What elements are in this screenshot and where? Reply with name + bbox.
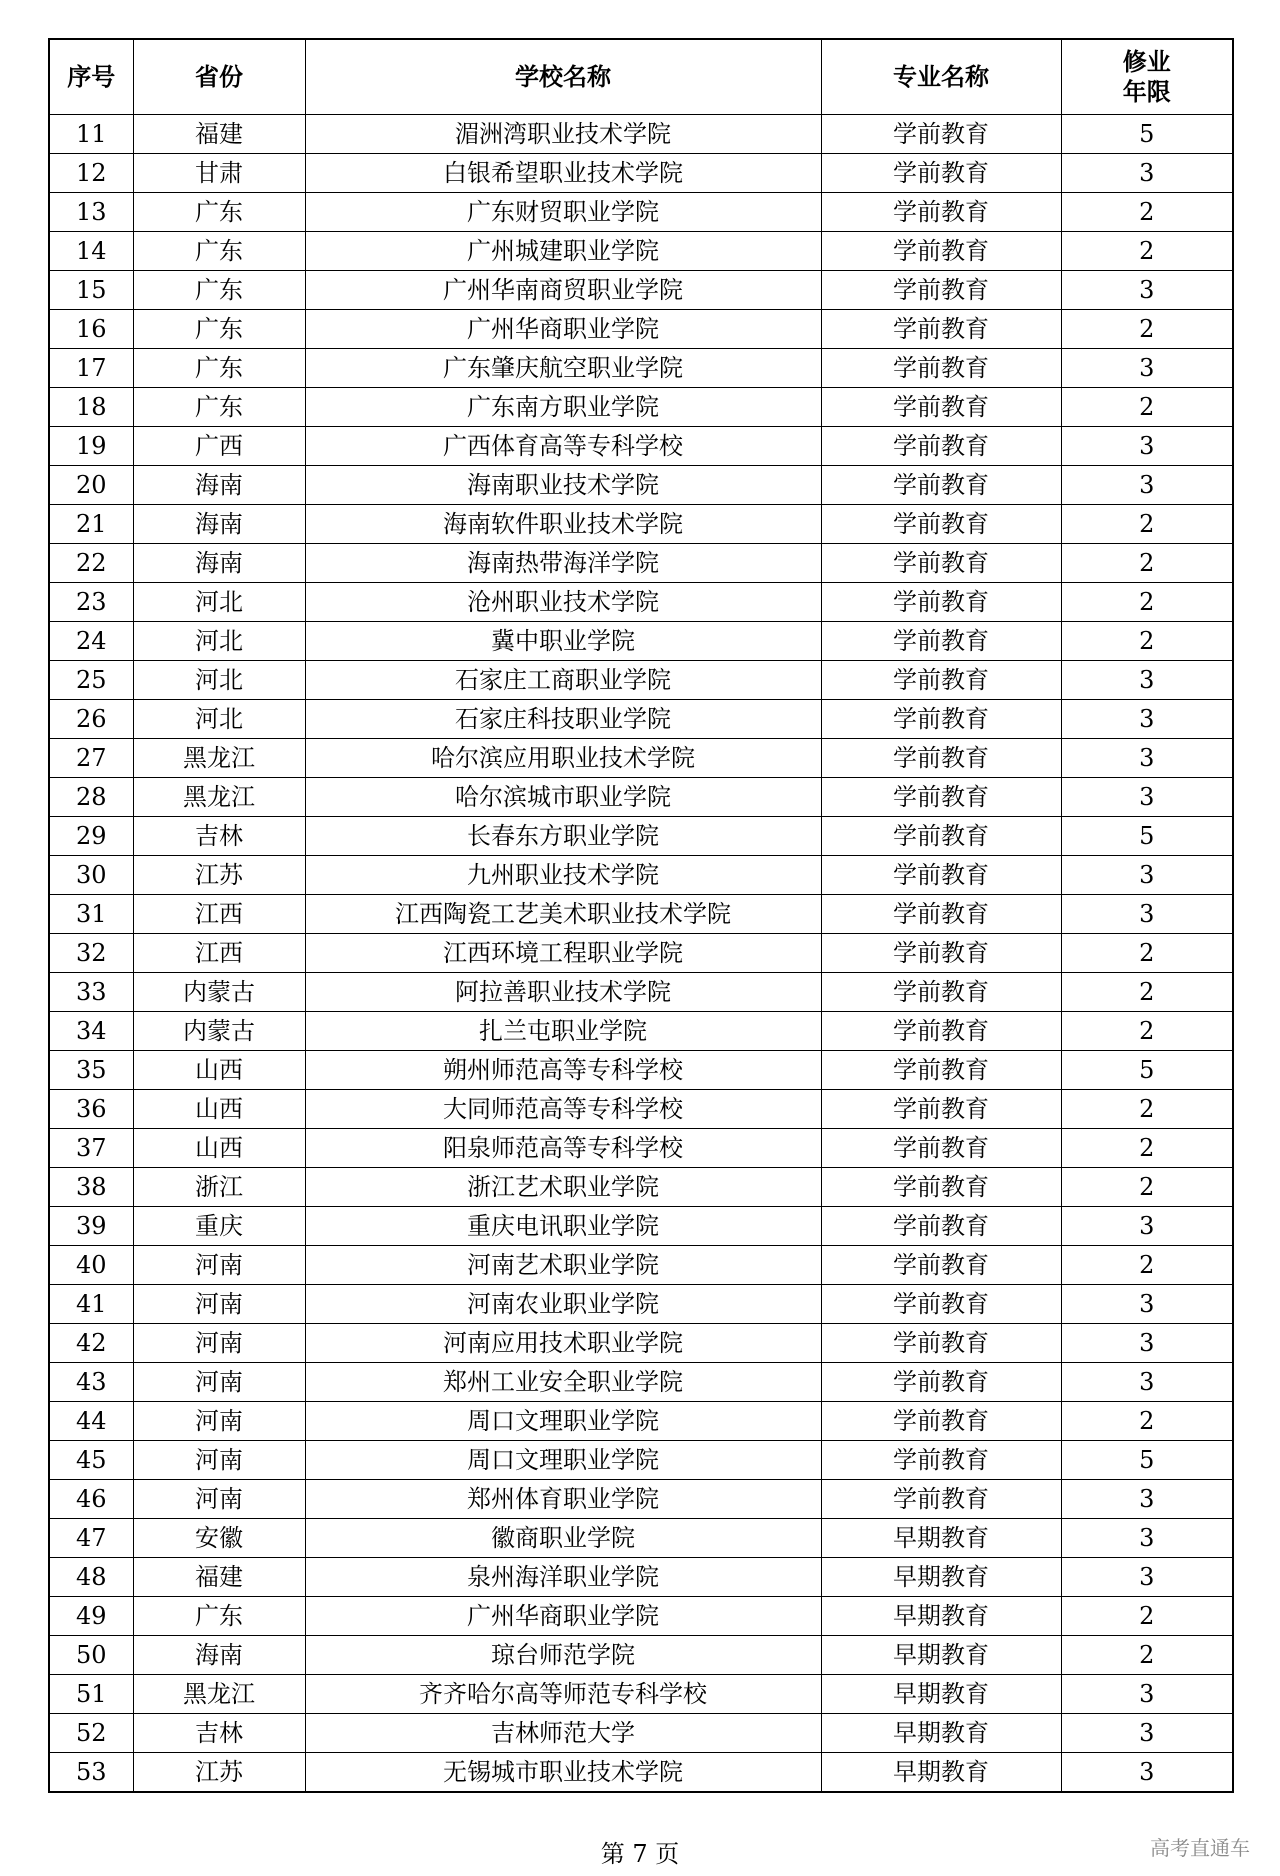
table-row: [49, 427, 1233, 466]
cell-school: 白银希望职业技术学院: [305, 154, 821, 193]
cell-years: 2: [1061, 1402, 1233, 1441]
cell-index: 40: [49, 1246, 133, 1285]
cell-province: 广东: [133, 388, 305, 427]
table-row: [49, 661, 1233, 700]
cell-major: 早期教育: [821, 1519, 1061, 1558]
cell-index: 21: [49, 505, 133, 544]
cell-years: 3: [1061, 661, 1233, 700]
watermark-text: 高考直通车: [1150, 1836, 1250, 1860]
cell-major: 学前教育: [821, 1441, 1061, 1480]
cell-school: 湄洲湾职业技术学院: [305, 115, 821, 154]
cell-school: 无锡城市职业技术学院: [305, 1753, 821, 1793]
cell-school: 齐齐哈尔高等师范专科学校: [305, 1675, 821, 1714]
cell-major: 学前教育: [821, 934, 1061, 973]
cell-major: 学前教育: [821, 1480, 1061, 1519]
header-major: 专业名称: [821, 39, 1061, 115]
page-number: 第 7 页: [600, 1840, 680, 1868]
cell-major: 学前教育: [821, 1207, 1061, 1246]
table-row: [49, 505, 1233, 544]
cell-index: 32: [49, 934, 133, 973]
cell-major: 学前教育: [821, 1090, 1061, 1129]
cell-years: 2: [1061, 1129, 1233, 1168]
cell-years: 2: [1061, 1597, 1233, 1636]
cell-index: 12: [49, 154, 133, 193]
table-row: [49, 856, 1233, 895]
header-index: 序号: [49, 39, 133, 115]
table-row: [49, 544, 1233, 583]
cell-major: 早期教育: [821, 1597, 1061, 1636]
cell-school: 泉州海洋职业学院: [305, 1558, 821, 1597]
cell-major: 学前教育: [821, 1324, 1061, 1363]
cell-years: 2: [1061, 232, 1233, 271]
cell-index: 11: [49, 115, 133, 154]
cell-major: 学前教育: [821, 583, 1061, 622]
cell-province: 河南: [133, 1441, 305, 1480]
cell-province: 福建: [133, 115, 305, 154]
cell-major: 早期教育: [821, 1753, 1061, 1793]
table-row: [49, 622, 1233, 661]
cell-province: 广东: [133, 271, 305, 310]
table-row: [49, 1324, 1233, 1363]
cell-index: 49: [49, 1597, 133, 1636]
cell-index: 37: [49, 1129, 133, 1168]
cell-province: 广东: [133, 1597, 305, 1636]
cell-major: 学前教育: [821, 973, 1061, 1012]
header-years-line2: 年限: [1122, 78, 1171, 106]
cell-province: 山西: [133, 1051, 305, 1090]
table-row: [49, 1753, 1233, 1793]
table-row: [49, 1558, 1233, 1597]
cell-years: 2: [1061, 1012, 1233, 1051]
cell-school: 浙江艺术职业学院: [305, 1168, 821, 1207]
cell-index: 30: [49, 856, 133, 895]
table-row: [49, 895, 1233, 934]
cell-years: 5: [1061, 115, 1233, 154]
cell-major: 早期教育: [821, 1636, 1061, 1675]
cell-school: 九州职业技术学院: [305, 856, 821, 895]
cell-major: 学前教育: [821, 271, 1061, 310]
table-row: [49, 1441, 1233, 1480]
cell-years: 2: [1061, 934, 1233, 973]
table-row: [49, 349, 1233, 388]
cell-years: 2: [1061, 310, 1233, 349]
cell-school: 周口文理职业学院: [305, 1402, 821, 1441]
cell-province: 河南: [133, 1324, 305, 1363]
cell-major: 学前教育: [821, 427, 1061, 466]
cell-index: 23: [49, 583, 133, 622]
cell-index: 29: [49, 817, 133, 856]
cell-major: 学前教育: [821, 154, 1061, 193]
cell-province: 广西: [133, 427, 305, 466]
cell-province: 河南: [133, 1402, 305, 1441]
cell-index: 38: [49, 1168, 133, 1207]
table-row: [49, 1480, 1233, 1519]
cell-major: 学前教育: [821, 1363, 1061, 1402]
cell-school: 广州城建职业学院: [305, 232, 821, 271]
table-row: [49, 817, 1233, 856]
cell-years: 2: [1061, 544, 1233, 583]
cell-province: 重庆: [133, 1207, 305, 1246]
cell-province: 甘肃: [133, 154, 305, 193]
cell-major: 学前教育: [821, 1129, 1061, 1168]
cell-school: 周口文理职业学院: [305, 1441, 821, 1480]
table-row: [49, 388, 1233, 427]
table-row: [49, 1168, 1233, 1207]
cell-province: 海南: [133, 466, 305, 505]
table-row: [49, 583, 1233, 622]
header-province: 省份: [133, 39, 305, 115]
cell-school: 扎兰屯职业学院: [305, 1012, 821, 1051]
cell-school: 广州华商职业学院: [305, 310, 821, 349]
cell-province: 江苏: [133, 1753, 305, 1793]
table-row: [49, 934, 1233, 973]
cell-school: 大同师范高等专科学校: [305, 1090, 821, 1129]
cell-index: 20: [49, 466, 133, 505]
cell-major: 早期教育: [821, 1714, 1061, 1753]
cell-school: 沧州职业技术学院: [305, 583, 821, 622]
cell-years: 3: [1061, 1285, 1233, 1324]
cell-school: 广东南方职业学院: [305, 388, 821, 427]
cell-index: 33: [49, 973, 133, 1012]
table-header-row: [49, 39, 1233, 115]
cell-index: 24: [49, 622, 133, 661]
cell-province: 吉林: [133, 817, 305, 856]
cell-years: 2: [1061, 1636, 1233, 1675]
cell-years: 2: [1061, 1090, 1233, 1129]
cell-school: 阿拉善职业技术学院: [305, 973, 821, 1012]
cell-school: 石家庄科技职业学院: [305, 700, 821, 739]
table-row: [49, 700, 1233, 739]
cell-years: 3: [1061, 895, 1233, 934]
cell-school: 海南软件职业技术学院: [305, 505, 821, 544]
cell-major: 学前教育: [821, 817, 1061, 856]
cell-province: 山西: [133, 1129, 305, 1168]
cell-years: 2: [1061, 973, 1233, 1012]
table-row: [49, 739, 1233, 778]
cell-index: 16: [49, 310, 133, 349]
cell-school: 海南热带海洋学院: [305, 544, 821, 583]
cell-major: 学前教育: [821, 622, 1061, 661]
cell-index: 14: [49, 232, 133, 271]
cell-school: 朔州师范高等专科学校: [305, 1051, 821, 1090]
cell-major: 学前教育: [821, 193, 1061, 232]
table-body: [49, 115, 1233, 1793]
cell-index: 51: [49, 1675, 133, 1714]
cell-province: 广东: [133, 310, 305, 349]
cell-index: 39: [49, 1207, 133, 1246]
table-row: [49, 1597, 1233, 1636]
cell-school: 吉林师范大学: [305, 1714, 821, 1753]
cell-province: 内蒙古: [133, 1012, 305, 1051]
cell-province: 河北: [133, 622, 305, 661]
cell-school: 海南职业技术学院: [305, 466, 821, 505]
header-years-line1: 修业: [1122, 48, 1171, 76]
cell-major: 学前教育: [821, 1012, 1061, 1051]
cell-school: 长春东方职业学院: [305, 817, 821, 856]
cell-province: 海南: [133, 1636, 305, 1675]
cell-years: 3: [1061, 1363, 1233, 1402]
cell-index: 47: [49, 1519, 133, 1558]
cell-years: 3: [1061, 1207, 1233, 1246]
cell-years: 3: [1061, 466, 1233, 505]
cell-index: 28: [49, 778, 133, 817]
cell-years: 2: [1061, 1246, 1233, 1285]
cell-province: 江苏: [133, 856, 305, 895]
cell-major: 学前教育: [821, 1051, 1061, 1090]
cell-major: 学前教育: [821, 310, 1061, 349]
cell-years: 3: [1061, 1480, 1233, 1519]
cell-province: 河南: [133, 1480, 305, 1519]
cell-province: 河南: [133, 1363, 305, 1402]
table-row: [49, 1246, 1233, 1285]
cell-province: 安徽: [133, 1519, 305, 1558]
cell-index: 42: [49, 1324, 133, 1363]
cell-province: 黑龙江: [133, 778, 305, 817]
cell-major: 学前教育: [821, 661, 1061, 700]
cell-years: 3: [1061, 1753, 1233, 1793]
cell-index: 27: [49, 739, 133, 778]
cell-province: 广东: [133, 193, 305, 232]
header-school: 学校名称: [305, 39, 821, 115]
table-row: [49, 1129, 1233, 1168]
cell-major: 学前教育: [821, 544, 1061, 583]
cell-index: 34: [49, 1012, 133, 1051]
cell-school: 河南艺术职业学院: [305, 1246, 821, 1285]
table-row: [49, 271, 1233, 310]
cell-school: 哈尔滨城市职业学院: [305, 778, 821, 817]
header-years: [1061, 39, 1233, 115]
cell-province: 黑龙江: [133, 739, 305, 778]
table-row: [49, 1285, 1233, 1324]
table-row: [49, 1363, 1233, 1402]
cell-index: 50: [49, 1636, 133, 1675]
cell-years: 2: [1061, 388, 1233, 427]
cell-province: 河北: [133, 661, 305, 700]
cell-years: 3: [1061, 1558, 1233, 1597]
cell-province: 广东: [133, 232, 305, 271]
table-row: [49, 1051, 1233, 1090]
cell-years: 2: [1061, 193, 1233, 232]
cell-major: 学前教育: [821, 1285, 1061, 1324]
cell-province: 江西: [133, 895, 305, 934]
cell-index: 22: [49, 544, 133, 583]
cell-index: 18: [49, 388, 133, 427]
cell-major: 学前教育: [821, 895, 1061, 934]
cell-years: 3: [1061, 1714, 1233, 1753]
cell-years: 3: [1061, 1675, 1233, 1714]
table-row: [49, 1714, 1233, 1753]
cell-province: 广东: [133, 349, 305, 388]
cell-index: 46: [49, 1480, 133, 1519]
cell-index: 43: [49, 1363, 133, 1402]
cell-years: 3: [1061, 856, 1233, 895]
cell-major: 学前教育: [821, 1246, 1061, 1285]
cell-index: 35: [49, 1051, 133, 1090]
cell-school: 河南应用技术职业学院: [305, 1324, 821, 1363]
cell-major: 学前教育: [821, 739, 1061, 778]
cell-index: 41: [49, 1285, 133, 1324]
cell-school: 广西体育高等专科学校: [305, 427, 821, 466]
cell-index: 52: [49, 1714, 133, 1753]
cell-years: 3: [1061, 1519, 1233, 1558]
cell-years: 2: [1061, 622, 1233, 661]
cell-major: 学前教育: [821, 700, 1061, 739]
cell-province: 黑龙江: [133, 1675, 305, 1714]
table-row: [49, 232, 1233, 271]
table-row: [49, 154, 1233, 193]
cell-school: 河南农业职业学院: [305, 1285, 821, 1324]
table-row: [49, 1012, 1233, 1051]
cell-index: 25: [49, 661, 133, 700]
table-row: [49, 310, 1233, 349]
cell-years: 3: [1061, 700, 1233, 739]
cell-school: 重庆电讯职业学院: [305, 1207, 821, 1246]
cell-major: 学前教育: [821, 505, 1061, 544]
table-row: [49, 1090, 1233, 1129]
table-row: [49, 466, 1233, 505]
cell-years: 3: [1061, 427, 1233, 466]
cell-province: 河南: [133, 1285, 305, 1324]
cell-major: 学前教育: [821, 778, 1061, 817]
cell-years: 5: [1061, 1441, 1233, 1480]
cell-index: 36: [49, 1090, 133, 1129]
school-major-table: [48, 38, 1234, 1793]
cell-province: 河北: [133, 700, 305, 739]
cell-major: 早期教育: [821, 1558, 1061, 1597]
cell-province: 江西: [133, 934, 305, 973]
cell-years: 3: [1061, 778, 1233, 817]
cell-school: 广州华商职业学院: [305, 1597, 821, 1636]
cell-index: 31: [49, 895, 133, 934]
table-row: [49, 1207, 1233, 1246]
cell-index: 13: [49, 193, 133, 232]
cell-years: 2: [1061, 1168, 1233, 1207]
cell-province: 海南: [133, 544, 305, 583]
cell-index: 45: [49, 1441, 133, 1480]
cell-major: 学前教育: [821, 466, 1061, 505]
cell-school: 广东肇庆航空职业学院: [305, 349, 821, 388]
cell-major: 学前教育: [821, 856, 1061, 895]
table-row: [49, 1402, 1233, 1441]
cell-major: 学前教育: [821, 349, 1061, 388]
cell-index: 19: [49, 427, 133, 466]
cell-school: 广东财贸职业学院: [305, 193, 821, 232]
table-row: [49, 1519, 1233, 1558]
cell-major: 学前教育: [821, 388, 1061, 427]
cell-province: 福建: [133, 1558, 305, 1597]
cell-school: 徽商职业学院: [305, 1519, 821, 1558]
cell-index: 26: [49, 700, 133, 739]
cell-years: 2: [1061, 505, 1233, 544]
cell-school: 琼台师范学院: [305, 1636, 821, 1675]
table-row: [49, 193, 1233, 232]
cell-school: 冀中职业学院: [305, 622, 821, 661]
cell-years: 3: [1061, 1324, 1233, 1363]
cell-years: 3: [1061, 349, 1233, 388]
cell-years: 3: [1061, 739, 1233, 778]
cell-major: 学前教育: [821, 115, 1061, 154]
cell-province: 海南: [133, 505, 305, 544]
cell-school: 郑州体育职业学院: [305, 1480, 821, 1519]
cell-province: 河北: [133, 583, 305, 622]
cell-school: 阳泉师范高等专科学校: [305, 1129, 821, 1168]
cell-school: 江西环境工程职业学院: [305, 934, 821, 973]
table-row: [49, 115, 1233, 154]
cell-years: 5: [1061, 1051, 1233, 1090]
table-row: [49, 778, 1233, 817]
cell-major: 学前教育: [821, 1168, 1061, 1207]
cell-major: 学前教育: [821, 1402, 1061, 1441]
cell-province: 浙江: [133, 1168, 305, 1207]
table-row: [49, 973, 1233, 1012]
cell-province: 内蒙古: [133, 973, 305, 1012]
table-row: [49, 1675, 1233, 1714]
cell-school: 哈尔滨应用职业技术学院: [305, 739, 821, 778]
cell-years: 5: [1061, 817, 1233, 856]
cell-years: 3: [1061, 271, 1233, 310]
cell-school: 江西陶瓷工艺美术职业技术学院: [305, 895, 821, 934]
cell-index: 48: [49, 1558, 133, 1597]
cell-years: 2: [1061, 583, 1233, 622]
cell-index: 44: [49, 1402, 133, 1441]
cell-major: 学前教育: [821, 232, 1061, 271]
cell-school: 石家庄工商职业学院: [305, 661, 821, 700]
cell-major: 早期教育: [821, 1675, 1061, 1714]
cell-index: 15: [49, 271, 133, 310]
cell-school: 广州华南商贸职业学院: [305, 271, 821, 310]
cell-province: 河南: [133, 1246, 305, 1285]
cell-province: 吉林: [133, 1714, 305, 1753]
cell-province: 山西: [133, 1090, 305, 1129]
cell-years: 3: [1061, 154, 1233, 193]
cell-index: 17: [49, 349, 133, 388]
cell-index: 53: [49, 1753, 133, 1793]
cell-school: 郑州工业安全职业学院: [305, 1363, 821, 1402]
table-row: [49, 1636, 1233, 1675]
